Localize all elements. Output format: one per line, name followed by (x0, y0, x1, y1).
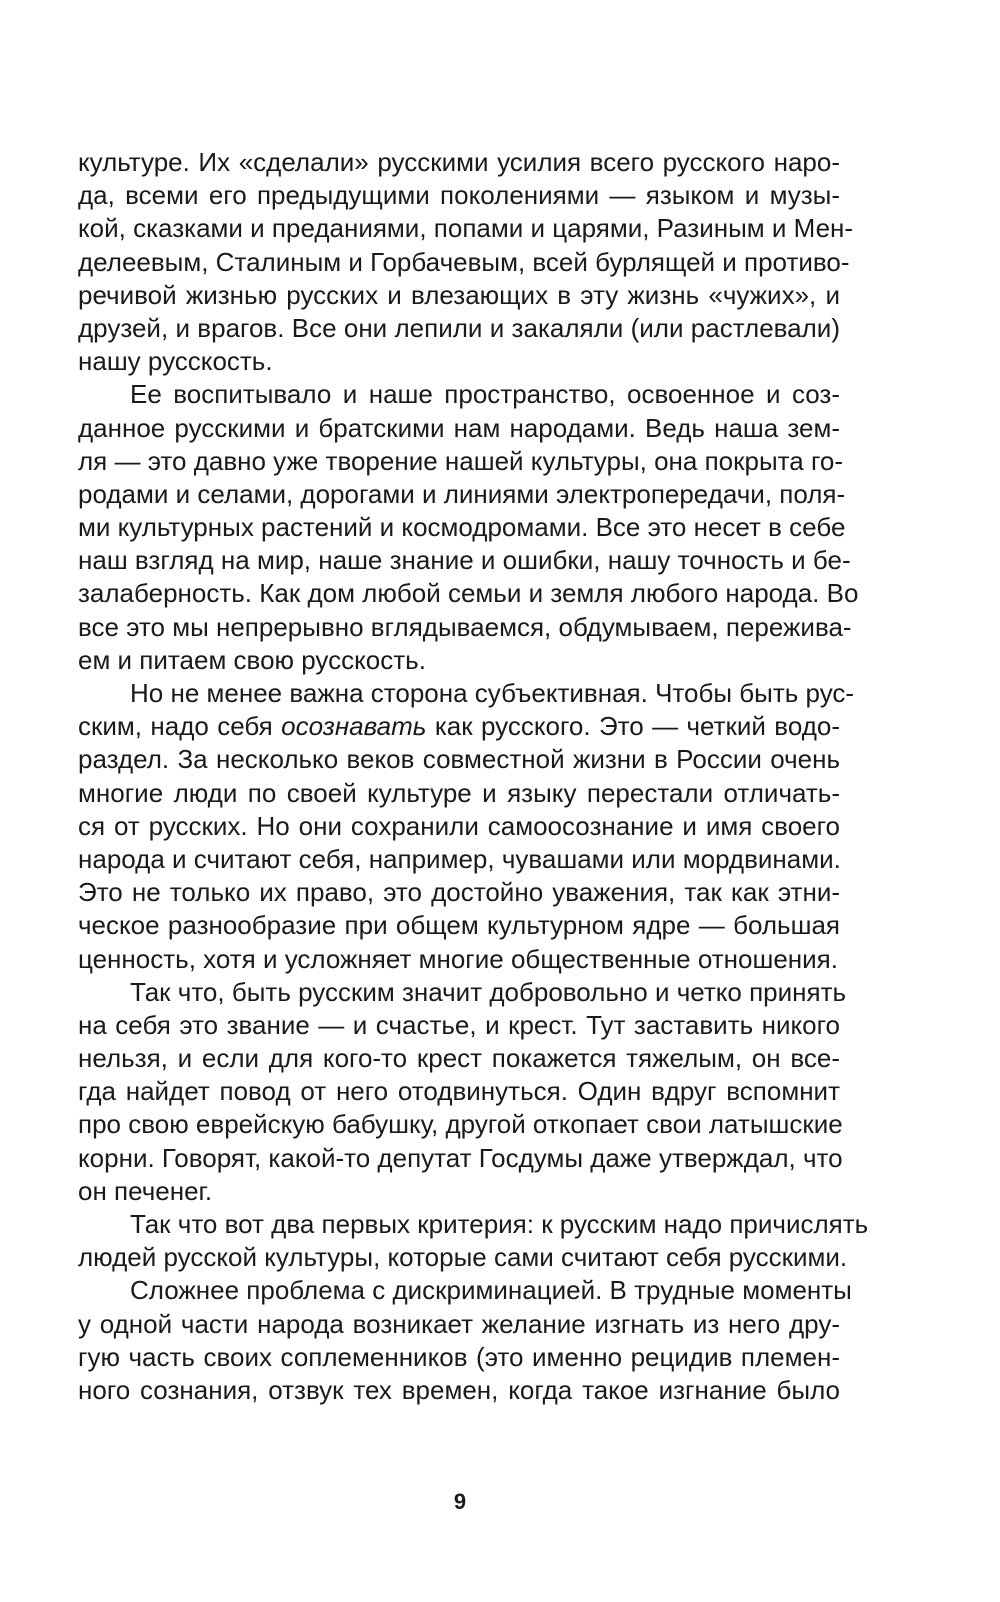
text-segment: кой, сказками и преданиями, попами и царями, Разиным и Мен- (78, 213, 854, 244)
text-line (78, 1175, 840, 1208)
text-line (78, 1042, 840, 1075)
text-line (78, 345, 840, 378)
paragraph (78, 677, 855, 976)
text-segment: народа и считают себя, например, чувашами или мордвинами. (78, 843, 841, 874)
text-segment: нашу русскость. (78, 346, 273, 377)
text-line (78, 146, 840, 179)
text-segment: да, всеми его предыдущими поколениями — языком и музы- (78, 180, 840, 211)
text-segment: ля — это давно уже творение нашей культуры, она покрыта го- (78, 445, 843, 476)
text-segment: как русского. Это — четкий водо- (426, 711, 841, 742)
text-line (78, 1009, 840, 1042)
text-segment: друзей, и врагов. Все они лепили и закаляли (или растлевали) (78, 312, 840, 343)
text-line (78, 246, 850, 279)
text-segment: культуре. Их «сделали» русскими усилия всего русского наро- (78, 147, 840, 177)
text-segment: Так что вот два первых критерия: к русским надо причислять (130, 1209, 869, 1239)
text-segment: про свою еврейскую бабушку, другой откопает свои латышские (78, 1109, 843, 1140)
text-segment: у одной части народа возникает желание изгнать из него дру- (78, 1308, 840, 1339)
text-line (78, 611, 852, 644)
text-segment: речивой жизнью русских и влезающих в эту жизнь «чужих», и (78, 279, 840, 310)
text-segment: ским, надо себя (78, 711, 282, 742)
text-segment: Но не менее важна сторона субъективная. Чтобы быть рус- (130, 678, 855, 708)
text-segment: делеевым, Сталиным и Горбачевым, всей бурлящей и противо- (78, 246, 850, 277)
text-segment: Это не только их право, это достойно уважения, так как этни- (78, 877, 840, 908)
text-line (78, 909, 840, 942)
text-segment: ценность, хотя и усложняет многие общественные отношения. (78, 943, 838, 974)
page-text (78, 146, 869, 1407)
text-segment: ся от русских. Но они сохранили самоосознание и имя своего (78, 810, 840, 841)
text-line (78, 1208, 869, 1241)
text-line (78, 511, 846, 544)
text-line (78, 577, 859, 610)
text-line (78, 279, 840, 312)
text-line (78, 1308, 840, 1341)
text-line (78, 644, 840, 677)
text-line (78, 378, 840, 411)
text-segment: корни. Говорят, какой-то депутат Госдумы даже утверждал, что (78, 1142, 843, 1173)
text-segment: Ее воспитывало и наше пространство, освоенное и соз- (130, 379, 840, 410)
text-segment: раздел. За несколько веков совместной жизни в России очень (78, 744, 840, 775)
text-line (78, 312, 840, 345)
text-segment: на себя это звание — и счастье, и крест. Тут заставить никого (78, 1009, 840, 1040)
text-segment: все это мы непрерывно вглядываемся, обдумываем, пережива- (78, 611, 852, 642)
text-segment: ми культурных растений и космодромами. Все это несет в себе (78, 512, 846, 543)
text-segment: Сложнее проблема с дискриминацией. В трудные моменты (130, 1275, 852, 1306)
text-segment: родами и селами, дорогами и линиями электропередачи, поля- (78, 478, 846, 509)
page-number (0, 1488, 1000, 1516)
text-line (78, 677, 855, 710)
paragraph (78, 378, 859, 677)
text-line (78, 1341, 840, 1374)
text-line (78, 544, 851, 577)
text-line (78, 976, 847, 1009)
text-line (78, 777, 840, 810)
text-segment: наш взгляд на мир, наше знание и ошибки, нашу точность и бе- (78, 545, 851, 576)
text-line (78, 843, 840, 876)
text-line (78, 743, 840, 776)
paragraph (78, 976, 847, 1208)
page-number-value: 9 (453, 1489, 467, 1514)
text-segment: гую часть своих соплеменников (это именно рецидив племен- (78, 1341, 840, 1372)
text-segment: Так что, быть русским значит добровольно и четко принять (130, 976, 847, 1007)
text-line (78, 412, 840, 445)
paragraph (78, 1208, 869, 1274)
text-segment: ного сознания, отзвук тех времен, когда такое изгнание было (78, 1374, 840, 1405)
paragraph (78, 146, 854, 378)
text-line (78, 1108, 843, 1141)
text-line (78, 1241, 848, 1274)
text-line (78, 179, 840, 212)
emphasis-text: осознавать (281, 711, 427, 742)
text-segment: он печенег. (78, 1175, 213, 1206)
text-segment: многие люди по своей культуре и языку перестали отличать- (78, 777, 840, 808)
text-line (78, 943, 840, 976)
text-segment: залаберность. Как дом любой семьи и земля любого народа. Во (78, 578, 859, 609)
text-segment: ем и питаем свою русскость. (78, 644, 426, 675)
text-line (78, 478, 846, 511)
text-line (78, 1142, 843, 1175)
paragraph (78, 1274, 852, 1407)
text-segment: людей русской культуры, которые сами считают себя русскими. (78, 1242, 848, 1273)
text-line (78, 1374, 840, 1407)
text-segment: данное русскими и братскими нам народами. Ведь наша зем- (78, 412, 840, 443)
text-segment: гда найдет повод от него отодвинуться. Один вдруг вспомнит (78, 1076, 840, 1107)
text-line (78, 1075, 840, 1108)
text-line (78, 710, 840, 743)
text-line (78, 1274, 852, 1307)
text-line (78, 445, 843, 478)
text-line (78, 810, 840, 843)
text-line (78, 212, 854, 245)
text-segment: нельзя, и если для кого-то крест покажется тяжелым, он все- (78, 1043, 840, 1074)
text-line (78, 876, 840, 909)
text-segment: ческое разнообразие при общем культурном ядре — большая (78, 910, 840, 941)
